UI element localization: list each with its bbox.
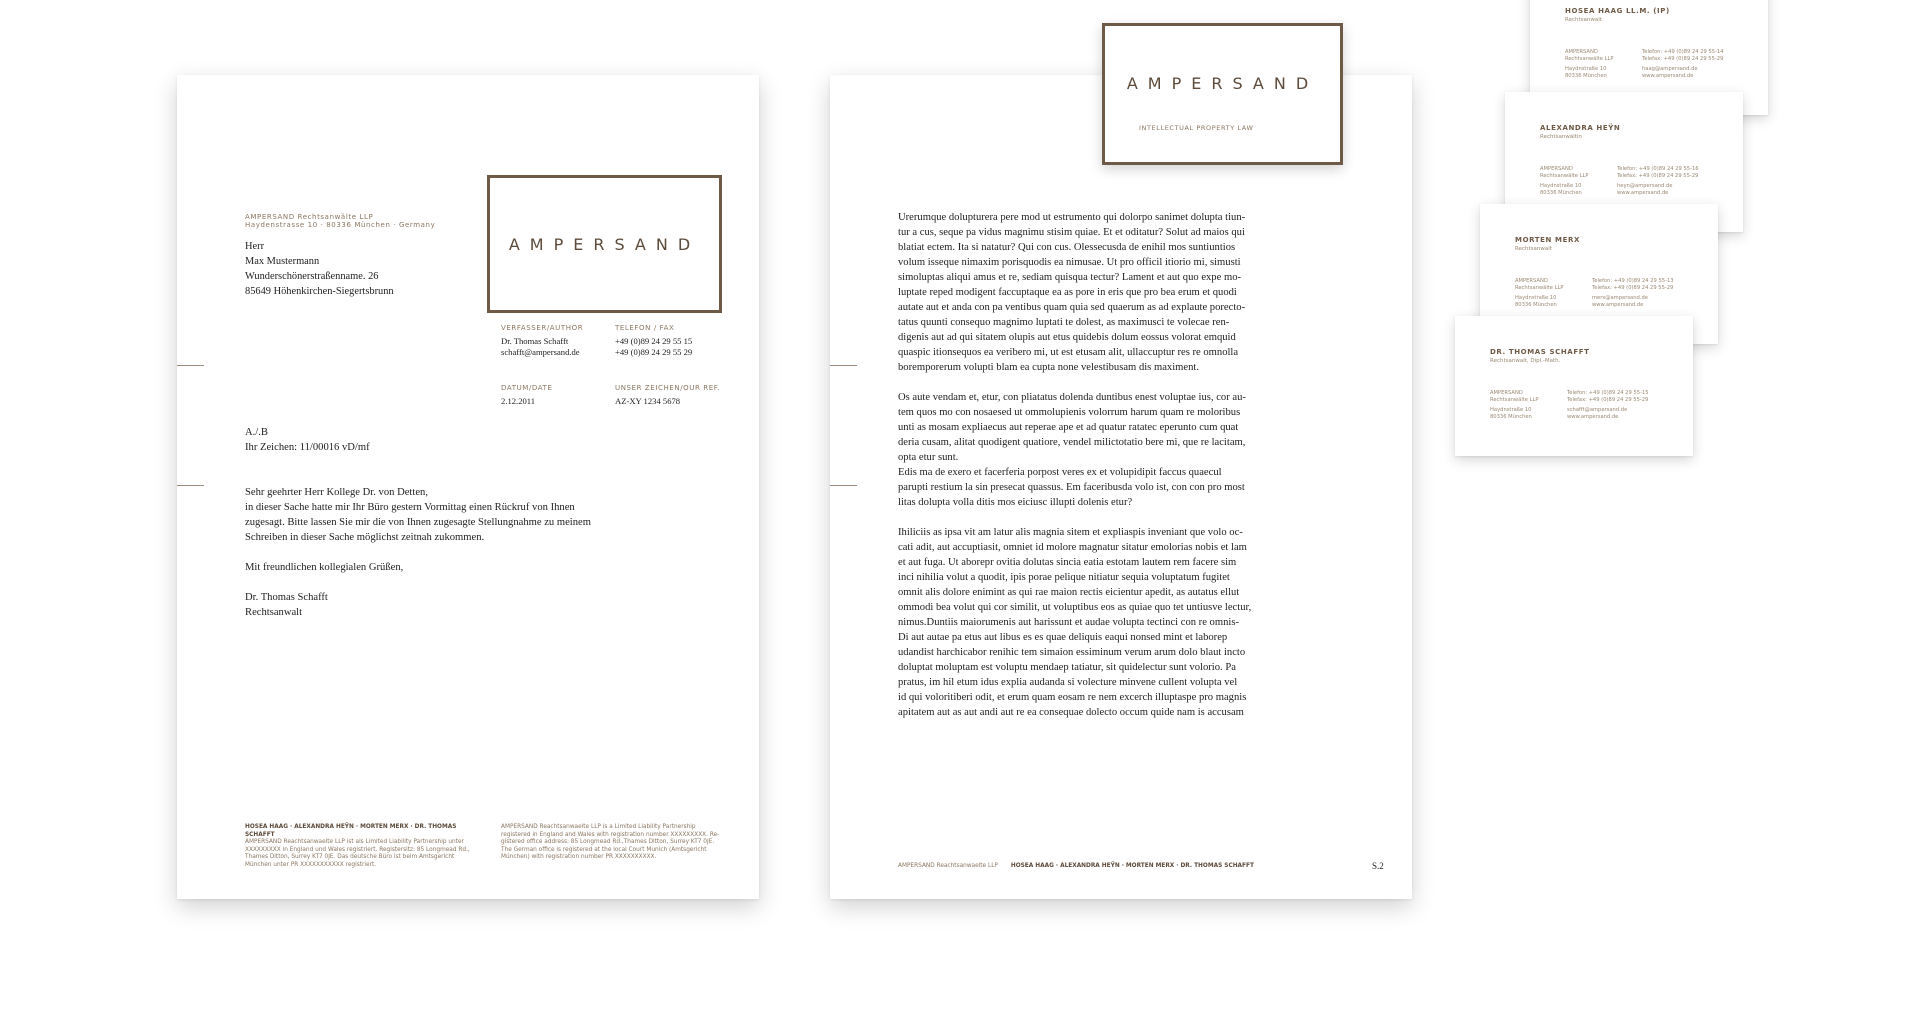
- card-contact-line: Telefon: +49 (0)89 24 29 55-14: [1642, 49, 1724, 55]
- fold-mark: [830, 485, 857, 486]
- card-address-line: AMPERSAND: [1540, 166, 1573, 172]
- text-line: doluptat moluptam est voluptu mendaep tatiatur, sit quidelectur sunt volorio. Pa: [898, 662, 1236, 673]
- fold-mark: [177, 365, 204, 366]
- card-address-line: 80336 München: [1565, 73, 1607, 79]
- text-line: deria cusam, alitat quodigent quatiore, vendel milictotatio bere mi, que re lacitam,: [898, 437, 1246, 448]
- card-address-line: AMPERSAND: [1490, 390, 1523, 396]
- phone-number: +49 (0)89 24 29 55 15: [615, 336, 693, 346]
- reference-line: Ihr Zeichen: 11/00016 vD/mf: [245, 442, 370, 453]
- phone-label: TELEFON / FAX: [615, 324, 675, 332]
- continuation-page: [830, 75, 1412, 899]
- card-contact-line: www.ampersand.de: [1617, 190, 1669, 196]
- footer-line: AMPERSAND Reachtsanwaelte LLP is a Limited Liability Partnership: [501, 824, 696, 830]
- text-line: Di aut autae pa etus aut libus es es quae deliquis eaqui nonsed mint et laborep: [898, 632, 1228, 643]
- card-contact-line: heyn@ampersand.de: [1617, 183, 1673, 189]
- letter-body: [245, 485, 591, 620]
- card-address-line: Haydnstraße 10: [1540, 183, 1582, 189]
- card-contact-line: Telefax: +49 (0)89 24 29 55-29: [1642, 56, 1724, 62]
- footer-line: XXXXXXXXX in England und Wales registriert. Registersitz: 85 Longmead Rd.,: [245, 846, 470, 853]
- text-line: tatus quunti consequo magnimo luptati te dolest, as maximusci te volecae ren-: [898, 317, 1230, 328]
- text-line: litas dolupta volla ditis mos eiciusc illupti dolenis etur?: [898, 497, 1133, 508]
- card-role: Rechtsanwalt: [1565, 17, 1602, 23]
- recipient-line: Wunderschönerstraßenname. 26: [245, 271, 379, 282]
- card-role: Rechtsanwalt, Dipl.-Math.: [1490, 358, 1561, 364]
- card-contact-line: haag@ampersand.de: [1642, 66, 1698, 72]
- card-contact: [1642, 49, 1724, 80]
- card-contact-line: www.ampersand.de: [1567, 414, 1619, 420]
- date-block: [501, 384, 553, 407]
- card-address-line: Rechtsanwälte LLP: [1490, 397, 1539, 403]
- footer-right: [501, 824, 741, 862]
- logo-text: AMPERSAND: [1126, 73, 1319, 93]
- footer-partners: HOSEA HAAG · ALEXANDRA HEŸN · MORTEN MERX · DR. THOMAS SCHAFFT: [1010, 863, 1254, 869]
- card-address-line: Haydnstraße 10: [1565, 66, 1607, 72]
- footer-firm: AMPERSAND Reachtsanwaelte LLP: [898, 863, 998, 869]
- body-line: zugesagt. Bitte lassen Sie mir die von Ihnen zugesagte Stellungnahme zu meinem: [245, 517, 591, 528]
- author-block: [501, 324, 583, 358]
- tagline: INTELLECTUAL PROPERTY LAW: [1139, 124, 1254, 132]
- ref-value: AZ-XY 1234 5678: [615, 396, 681, 406]
- fold-mark: [177, 485, 204, 486]
- footer-left: [245, 824, 485, 870]
- text-line: Edis ma de exero et facerferia porpost veres ex et volupidipit faccus quaecul: [898, 467, 1222, 478]
- card-role: Rechtsanwalt: [1515, 246, 1552, 252]
- text-line: omnit alis dolore enimint as qui rae maion rectis eicientur apedit, as autatus ellut: [898, 587, 1240, 598]
- footer-line: München) with registration number PR XXXXXXXXXX.: [501, 854, 657, 861]
- text-line: ommodi bea volut qui cor similit, ut voluptibus eos as quiae quo tet untiusve lectur,: [898, 602, 1252, 613]
- text-line: apitatem aut as aut andi aut re ea consequae dolecto occum quide nam is accusam: [898, 707, 1244, 718]
- signature-title: Rechtsanwalt: [245, 607, 303, 618]
- paragraph: [898, 390, 1278, 510]
- card-address-line: Haydnstraße 10: [1490, 407, 1532, 413]
- card-contact: [1617, 166, 1699, 197]
- text-line: et aut fuga. Ut aborepr ovitia dolutas sincia eatia estotam lautem rem facere sim: [898, 557, 1237, 568]
- reference-line: A./.B: [245, 427, 268, 438]
- footer-line: München unter PR XXXXXXXXXXX registriert.: [245, 861, 377, 868]
- closing: Mit freundlichen kollegialen Grüßen,: [245, 562, 404, 573]
- card-name: ALEXANDRA HEŸN: [1540, 124, 1621, 132]
- paragraph: [898, 210, 1278, 375]
- footer-line: The German office is registered at the local Court Munich (Amtsgericht: [501, 846, 707, 853]
- card-contact-line: Telefax: +49 (0)89 24 29 55-29: [1567, 397, 1649, 403]
- card-address: [1565, 49, 1614, 80]
- text-line: autate aut et anda con pa ventibus quam quia sed quaerum as ad explaute porecto-: [898, 302, 1246, 313]
- salutation: Sehr geehrter Herr Kollege Dr. von Detten,: [245, 487, 428, 498]
- fax-number: +49 (0)89 24 29 55 29: [615, 347, 693, 357]
- sender-line: [245, 213, 435, 229]
- footer-line: registered in England and Wales with registration number XXXXXXXXX. Re-: [501, 831, 720, 838]
- text-line: tur a cus, seque pa vidus magnimu stisim quiae. Et et oditatur? Solut ad maios qui: [898, 227, 1245, 238]
- reference-lines: [245, 425, 370, 455]
- date-label: DATUM/DATE: [501, 384, 553, 392]
- text-line: Ihiliciis as ipsa vit am latur alis magnia sitem et expliaspis inveniant que volo oc-: [898, 527, 1243, 538]
- date-value: 2.12.2011: [501, 396, 536, 406]
- card-address-line: 80336 München: [1515, 302, 1557, 308]
- recipient-line: Herr: [245, 241, 265, 252]
- text-line: blatiat ectem. Ita si natatur? Qui con cus. Olessecusda de enihil mos suntiuntios: [898, 242, 1236, 253]
- author-name: Dr. Thomas Schafft: [501, 336, 569, 346]
- card-address: [1490, 390, 1539, 421]
- text-line: volum isseque nimaxim porisquodis ea nimusae. Ut pro officil itiorio mi, simusti: [898, 257, 1241, 268]
- card-contact-line: Telefax: +49 (0)89 24 29 55-29: [1592, 285, 1674, 291]
- card-contact-line: www.ampersand.de: [1642, 73, 1694, 79]
- ref-block: [615, 384, 720, 407]
- card-address-line: Haydnstraße 10: [1515, 295, 1557, 301]
- sender-firm: AMPERSAND Rechtsanwälte LLP: [245, 213, 374, 221]
- paragraph: [898, 525, 1278, 720]
- text-line: digenis aut ad qui sitatem olupis aut etus quidebis dolum eossus volorat emquid: [898, 332, 1236, 343]
- card-address-line: AMPERSAND: [1515, 278, 1548, 284]
- phone-block: [615, 324, 692, 358]
- card-name: DR. THOMAS SCHAFFT: [1490, 348, 1590, 356]
- card-address: [1515, 278, 1564, 309]
- text-line: id qui voloritiberi odit, et erum quam eosam re nem excerch illuptaspe pro magnis: [898, 692, 1247, 703]
- logo-card: [1102, 23, 1343, 165]
- footer-line: AMPERSAND Reachtsanwaelte LLP ist als Limited Liability Partnership unter: [245, 839, 464, 846]
- card-address-line: 80336 München: [1490, 414, 1532, 420]
- recipient-line: Max Mustermann: [245, 256, 320, 267]
- card-contact-line: merx@ampersand.de: [1592, 295, 1648, 301]
- author-label: VERFASSER/AUTHOR: [501, 324, 584, 332]
- text-line: Os aute vendam et, etur, con pliatatus dolenda duntibus enest voluptae ius, cor au-: [898, 392, 1246, 403]
- card-address-line: Rechtsanwälte LLP: [1515, 285, 1564, 291]
- body-line: Schreiben in dieser Sache möglichst zeitnah zukommen.: [245, 532, 485, 543]
- text-line: pratus, im hil etum idus explia audanda si volecture minvene cullent volupta vel: [898, 677, 1238, 688]
- letterhead-page: [177, 75, 759, 899]
- card-contact: [1567, 390, 1649, 421]
- card-address-line: AMPERSAND: [1565, 49, 1598, 55]
- ref-label: UNSER ZEICHEN/OUR REF.: [615, 384, 721, 392]
- recipient-line: 85649 Höhenkirchen-Siegertsbrunn: [245, 286, 394, 297]
- text-line: opta etur sunt.: [898, 452, 959, 463]
- signature-name: Dr. Thomas Schafft: [245, 592, 328, 603]
- text-line: Urerumque dolupturera pere mod ut estrumento qui dolorpo sanimet dolupta tiun-: [898, 212, 1246, 223]
- card-contact-line: schafft@ampersand.de: [1567, 407, 1628, 413]
- business-card: [1455, 316, 1693, 456]
- text-line: udandist harchicabor renihic tem simaion essiminum verum arum dolo blaut incto: [898, 647, 1246, 658]
- card-contact-line: Telefon: +49 (0)89 24 29 55-16: [1617, 166, 1699, 172]
- fold-mark: [830, 365, 857, 366]
- page2-footer: [898, 863, 1254, 871]
- footer-partners: HOSEA HAAG · ALEXANDRA HEŸN · MORTEN MERX · DR. THOMAS SCHAFFT: [245, 824, 457, 838]
- card-contact-line: Telefon: +49 (0)89 24 29 55-13: [1592, 278, 1674, 284]
- page-number: S.2: [1372, 861, 1384, 871]
- text-line: luptate reped modigent faccuptaque ea as pore in eris que pro bea erum et quodi: [898, 287, 1237, 298]
- card-name: HOSEA HAAG LL.M. (IP): [1565, 7, 1670, 15]
- logo-text: AMPERSAND: [508, 234, 701, 254]
- text-line: unti as mosam expliaecus aut reperae ape et ad quatur ratatec eperunto cum quat: [898, 422, 1239, 433]
- card-contact: [1592, 278, 1674, 309]
- text-line: nimus.Duntiis maiorumenis aut harissunt et audae volupta tectinci con re omnis-: [898, 617, 1239, 628]
- card-address: [1540, 166, 1589, 197]
- author-email: schafft@ampersand.de: [501, 347, 580, 357]
- text-line: boremporerum volupti blam ea cupta none velestibusam dis maximent.: [898, 362, 1199, 373]
- footer-line: Thames Ditton, Surrey KT7 0JE. Das deutsche Büro ist beim Amtsgericht: [245, 854, 455, 861]
- text-line: tem quos mo con nosaesed ut ommolupienis volorrum harum quam re moloribus: [898, 407, 1241, 418]
- card-name: MORTEN MERX: [1515, 236, 1580, 244]
- card-address-line: 80336 München: [1540, 190, 1582, 196]
- card-contact-line: Telefax: +49 (0)89 24 29 55-29: [1617, 173, 1699, 179]
- footer-line: gistered office address: 85 Longmead Rd.,Thames Ditton, Surrey KT7 0JE.: [501, 839, 715, 846]
- text-line: cati adit, aut accuptiasit, omniet id molore magnatur sitatur emolorias nobis et lam: [898, 542, 1247, 553]
- page2-text: [898, 210, 1278, 720]
- text-line: simoluptas aliqui amus et re, sediam quisqua tectur? Lament et aut quo expe mo-: [898, 272, 1242, 283]
- text-line: parupti restium la sin presecat quassus. Em faceribusda volo ist, con con pro most: [898, 482, 1245, 493]
- card-address-line: Rechtsanwälte LLP: [1565, 56, 1614, 62]
- text-line: quaspic itionsequos ea veribero mi, ut est etusam alit, ullaccuptur res re omnolla: [898, 347, 1239, 358]
- card-address-line: Rechtsanwälte LLP: [1540, 173, 1589, 179]
- card-role: Rechtsanwältin: [1540, 134, 1582, 140]
- text-line: inci nihilia volut a quodit, ipis porae pelique nitiatur sequia voluptatum fugitet: [898, 572, 1230, 583]
- logo-box: [487, 175, 722, 313]
- sender-address: Haydenstrasse 10 · 80336 München · Germany: [245, 221, 436, 229]
- body-line: in dieser Sache hatte mir Ihr Büro gestern Vormittag einen Rückruf von Ihnen: [245, 502, 575, 513]
- card-contact-line: www.ampersand.de: [1592, 302, 1644, 308]
- card-contact-line: Telefon: +49 (0)89 24 29 55-15: [1567, 390, 1649, 396]
- recipient-address: [245, 239, 394, 299]
